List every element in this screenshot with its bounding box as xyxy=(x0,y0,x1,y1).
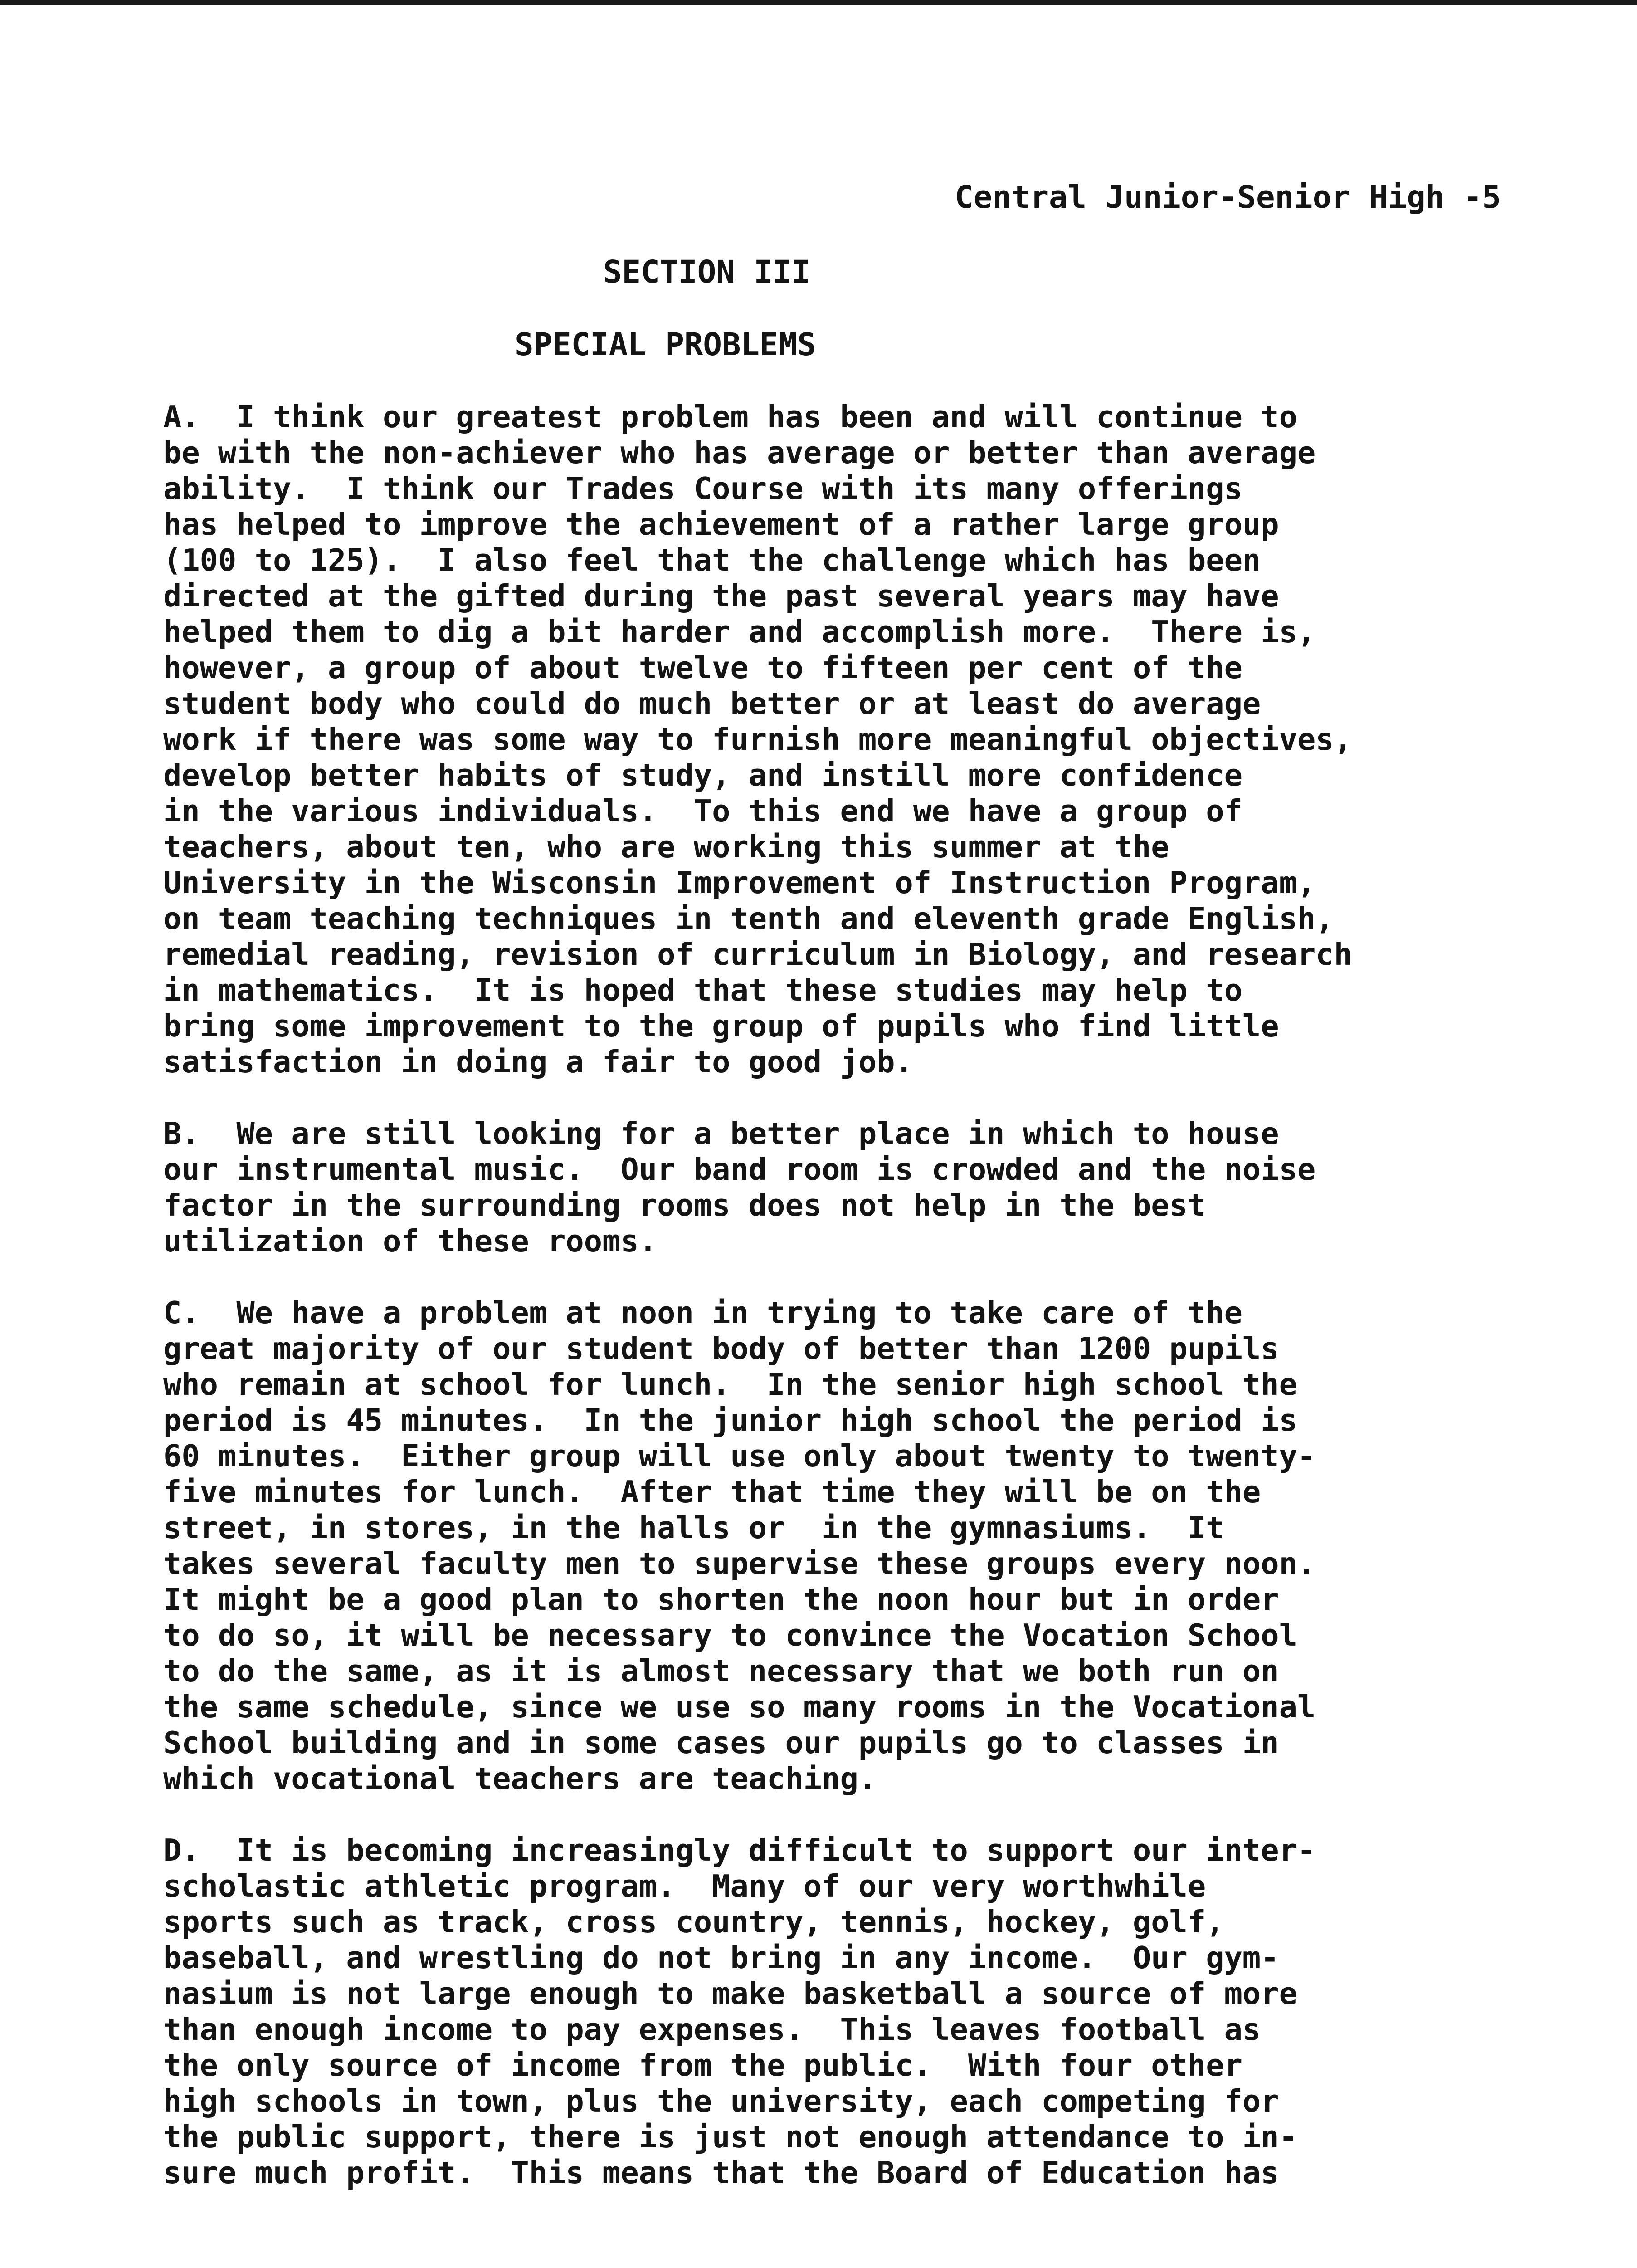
text-line: helped them to dig a bit harder and accomplish more. There is, xyxy=(163,614,1316,650)
page-header: Central Junior-Senior High -5 xyxy=(955,179,1501,215)
document-body xyxy=(163,399,1614,2227)
paragraph xyxy=(163,399,1614,1080)
text-line: period is 45 minutes. In the junior high school the period is xyxy=(163,1403,1297,1438)
text-line: A. I think our greatest problem has been and will continue to xyxy=(163,399,1297,435)
text-line: be with the non-achiever who has average or better than average xyxy=(163,435,1316,470)
text-line: to do so, it will be necessary to convince the Vocation School xyxy=(163,1618,1297,1653)
text-line: satisfaction in doing a fair to good job. xyxy=(163,1044,913,1080)
text-line: nasium is not large enough to make basketball a source of more xyxy=(163,1976,1297,2011)
text-line: than enough income to pay expenses. This leaves football as xyxy=(163,2012,1261,2047)
text-line: our instrumental music. Our band room is crowded and the noise xyxy=(163,1152,1316,1187)
text-line: high schools in town, plus the university, each competing for xyxy=(163,2083,1279,2119)
text-line: University in the Wisconsin Improvement of Instruction Program, xyxy=(163,865,1316,900)
text-line: D. It is becoming increasingly difficult to support our inter- xyxy=(163,1833,1316,1868)
text-line: baseball, and wrestling do not bring in any income. Our gym- xyxy=(163,1940,1279,1975)
text-line: takes several faculty men to supervise these groups every noon. xyxy=(163,1546,1316,1581)
text-line: however, a group of about twelve to fifteen per cent of the xyxy=(163,650,1242,685)
text-line: sure much profit. This means that the Board of Education has xyxy=(163,2155,1279,2190)
text-line: remedial reading, revision of curriculum in Biology, and research xyxy=(163,937,1352,972)
text-line: in mathematics. It is hoped that these studies may help to xyxy=(163,973,1242,1008)
scan-top-edge xyxy=(0,0,1637,5)
paragraph xyxy=(163,1295,1614,1797)
text-line: the same schedule, since we use so many rooms in the Vocational xyxy=(163,1689,1316,1725)
paragraph xyxy=(163,1116,1614,1259)
text-line: in the various individuals. To this end we have a group of xyxy=(163,793,1242,829)
text-line: great majority of our student body of better than 1200 pupils xyxy=(163,1331,1279,1366)
text-line: factor in the surrounding rooms does not help in the best xyxy=(163,1188,1206,1223)
text-line: develop better habits of study, and instill more confidence xyxy=(163,758,1242,793)
text-line: ability. I think our Trades Course with its many offerings xyxy=(163,471,1242,506)
text-line: 60 minutes. Either group will use only about twenty to twenty- xyxy=(163,1438,1316,1474)
text-line: B. We are still looking for a better place in which to house xyxy=(163,1116,1279,1151)
text-line: directed at the gifted during the past several years may have xyxy=(163,578,1279,614)
text-line: the public support, there is just not enough attendance to in- xyxy=(163,2119,1297,2155)
text-line: scholastic athletic program. Many of our very worthwhile xyxy=(163,1868,1206,1904)
text-line: who remain at school for lunch. In the senior high school the xyxy=(163,1367,1297,1402)
text-line: bring some improvement to the group of pupils who find little xyxy=(163,1008,1279,1044)
text-line: C. We have a problem at noon in trying to take care of the xyxy=(163,1295,1242,1330)
section-title: SECTION III xyxy=(603,254,810,290)
text-line: work if there was some way to furnish more meaningful objectives, xyxy=(163,722,1352,757)
text-line: which vocational teachers are teaching. xyxy=(163,1761,877,1796)
text-line: has helped to improve the achievement of a rather large group xyxy=(163,507,1279,542)
text-line: sports such as track, cross country, tennis, hockey, golf, xyxy=(163,1904,1224,1940)
text-line: (100 to 125). I also feel that the challenge which has been xyxy=(163,543,1261,578)
text-line: to do the same, as it is almost necessary that we both run on xyxy=(163,1653,1279,1689)
text-line: It might be a good plan to shorten the noon hour but in order xyxy=(163,1582,1279,1617)
text-line: street, in stores, in the halls or in the gymnasiums. It xyxy=(163,1510,1224,1545)
text-line: the only source of income from the public. With four other xyxy=(163,2048,1242,2083)
text-line: student body who could do much better or at least do average xyxy=(163,686,1261,721)
section-subtitle: SPECIAL PROBLEMS xyxy=(515,327,816,363)
text-line: on team teaching techniques in tenth and eleventh grade English, xyxy=(163,901,1334,936)
text-line: School building and in some cases our pupils go to classes in xyxy=(163,1725,1279,1760)
text-line: utilization of these rooms. xyxy=(163,1223,658,1259)
text-line: five minutes for lunch. After that time they will be on the xyxy=(163,1474,1261,1510)
text-line: teachers, about ten, who are working this summer at the xyxy=(163,829,1169,865)
paragraph xyxy=(163,1833,1614,2191)
